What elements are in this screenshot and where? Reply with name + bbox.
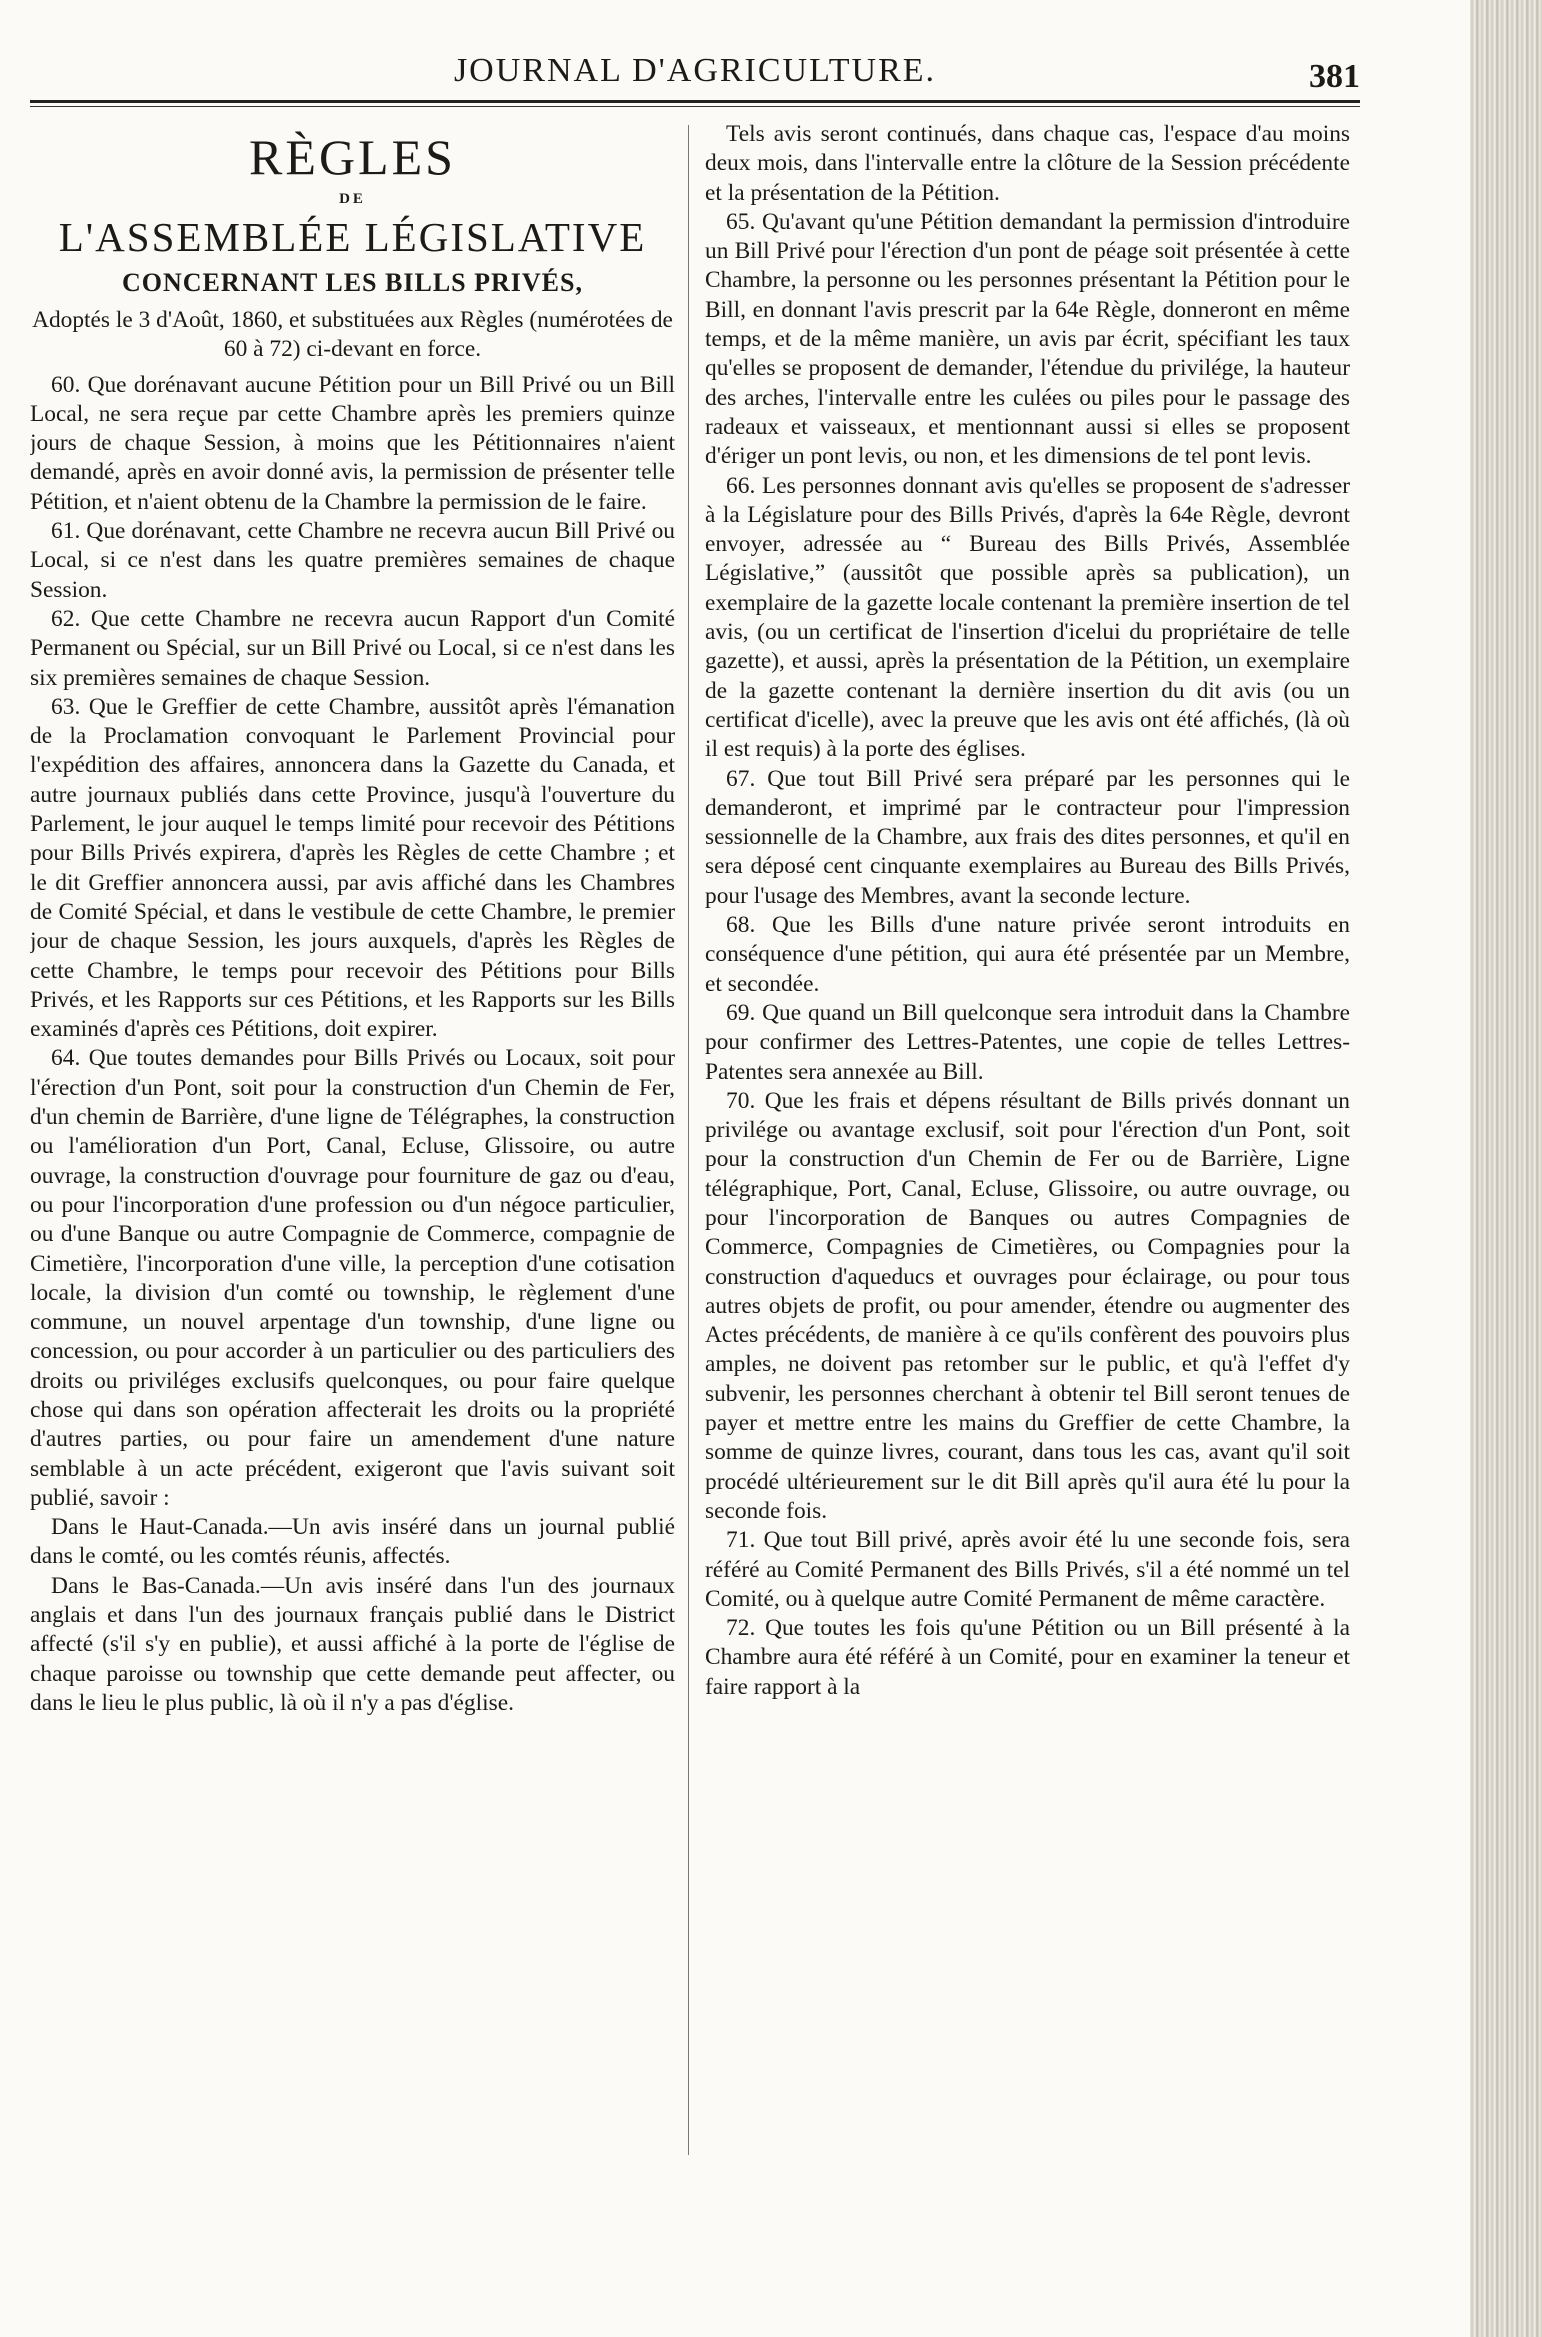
rule-60: 60. Que dorénavant aucune Pétition pour un Bill Privé ou un Bill Local, ne sera reçue par cette Chambre après les premiers quinze jours de chaque Session, à moins que les Pétitionnaires n'aient demandé, après en avoir donné avis, la permission de présenter telle Pétition, et n'aient obtenu de la Chambre la permission de le faire. (30, 371, 675, 515)
haut-canada-notice: Dans le Haut-Canada.—Un avis inséré dans un journal publié dans le comté, ou les comtés réunis, affectés. (30, 1514, 675, 1570)
column-divider (688, 125, 689, 2155)
page-edge-scan-artifact (1470, 0, 1542, 2337)
title-assemblee: L'ASSEMBLÉE LÉGISLATIVE (58, 214, 647, 260)
header-rule (30, 100, 1360, 103)
page-number: 381 (1309, 58, 1360, 95)
right-column (705, 120, 1350, 2290)
title-regles: RÈGLES (249, 129, 456, 185)
bas-canada-notice: Dans le Bas-Canada.—Un avis inséré dans l'un des journaux anglais et dans l'un des journaux français publié dans le District affecté (s'il s'y en publie), et aussi affiché à la porte de l'église de chaque paroisse ou township que cette demande peut affecter, ou dans le lieu le plus public, là où il n'y a pas d'église. (30, 1572, 675, 1716)
adoption-note: Adoptés le 3 d'Août, 1860, et substituées aux Règles (numérotées de 60 à 72) ci-devant en force. (32, 307, 673, 363)
rule-62: 62. Que cette Chambre ne recevra aucun Rapport d'un Comité Permanent ou Spécial, sur un Bill Privé ou Local, si ce n'est dans les six premières semaines de chaque Session. (30, 605, 675, 691)
rule-65: 65. Qu'avant qu'une Pétition demandant la permission d'introduire un Bill Privé pour l'érection d'un pont de péage soit présentée à cette Chambre, la personne ou les personnes présentant la Pétition pour le Bill, en donnant l'avis prescrit par la 64e Règle, donneront en même temps, et de la même manière, un avis par écrit, spécifiant les taux qu'elles se proposent de demander, l'étendue du privilége, la hauteur des arches, l'intervalle entre les culées ou piles pour le passage des radeaux et vaisseaux, et mentionnant aussi si elles se proposent d'ériger un pont levis, ou non, et les dimensions de tel pont levis. (705, 208, 1350, 470)
title-concernant: CONCERNANT LES BILLS PRIVÉS, (122, 268, 583, 297)
rule-67: 67. Que tout Bill Privé sera préparé par les personnes qui le demanderont, et imprimé par le contracteur pour l'impression sessionnelle de la Chambre, aux frais des dites personnes, et qu'il en sera déposé cent cinquante exemplaires au Bureau des Bills Privés, pour l'usage des Membres, avant la seconde lecture. (705, 765, 1350, 909)
rule-71: 71. Que tout Bill privé, après avoir été lu une seconde fois, sera référé au Comité Permanent des Bills Privés, s'il a été nommé un tel Comité, ou à quelque autre Comité Permanent de même caractère. (705, 1527, 1350, 1612)
rule-72: 72. Que toutes les fois qu'une Pétition ou un Bill présenté à la Chambre aura été référé à un Comité, pour en examiner la teneur et faire rapport à la (705, 1615, 1350, 1700)
notice-continuation: Tels avis seront continués, dans chaque cas, l'espace d'au moins deux mois, dans l'intervalle entre la clôture de la Session précédente et la présentation de la Pétition. (705, 121, 1350, 206)
header-rule-thin (30, 106, 1360, 107)
page-header (30, 52, 1360, 102)
rule-66: 66. Les personnes donnant avis qu'elles se proposent de s'adresser à la Législature pour des Bills Privés, d'après la 64e Règle, devront envoyer, adressée au “ Bureau des Bills Privés, Assemblée Législative,” (aussitôt que possible après sa publication), un exemplaire de la gazette locale contenant la première insertion de tel avis, (ou un certificat de l'insertion d'icelui du propriétaire de telle gazette), et aussi, après la présentation de la Pétition, un exemplaire de la gazette contenant la dernière insertion du dit avis (ou un certificat d'icelle), avec la preuve que les avis ont été affichés, (là où il est requis) à la porte des églises. (705, 472, 1350, 763)
title-de: DE (339, 191, 366, 207)
rule-63: 63. Que le Greffier de cette Chambre, aussitôt après l'émanation de la Proclamation convoquant le Parlement Provincial pour l'expédition des affaires, annoncera dans la Gazette du Canada, et autre journaux publiés dans cette Province, jusqu'à l'ouverture du Parlement, le jour auquel le temps limité pour recevoir des Pétitions pour Bills Privés expirera, d'après les Règles de cette Chambre ; et le dit Greffier annoncera aussi, par avis affiché dans les Chambres de Comité Spécial, et dans le vestibule de cette Chambre, le premier jour de chaque Session, les jours auxquels, d'après les Règles de cette Chambre, le temps pour recevoir des Pétitions pour Bills Privés, et les Rapports sur ces Pétitions, et les Rapports sur les Bills examinés d'après ces Pétitions, doit expirer. (30, 693, 675, 1043)
rule-68: 68. Que les Bills d'une nature privée seront introduits en conséquence d'une pétition, qui aura été présentée par un Membre, et secondée. (705, 912, 1350, 997)
rule-70: 70. Que les frais et dépens résultant de Bills privés donnant un privilége ou avantage exclusif, soit pour l'érection d'un Pont, soit pour la construction d'un Chemin de Fer ou de Barrière, Ligne télégraphique, Port, Canal, Ecluse, Glissoire, ou autre ouvrage, ou pour l'incorporation de Banques ou autres Compagnies de Commerce, Compagnies de Cimetières, ou Compagnies pour la construction d'aqueducs et ouvrages pour éclairage, ou pour tous autres objets de profit, ou pour amender, étendre ou augmenter des Actes précédents, de manière à ce qu'ils confèrent des pouvoirs plus amples, ne doivent pas retomber sur le public, et qu'à l'effet d'y subvenir, les personnes cherchant à obtenir tel Bill seront tenues de payer et mettre entre les mains du Greffier de cette Chambre, la somme de quinze livres, courant, dans tous les cas, avant qu'il soit procédé ultérieurement sur le dit Bill après qu'il aura été lu pour la seconde fois. (705, 1087, 1350, 1524)
running-head: JOURNAL D'AGRICULTURE. (453, 52, 937, 89)
rule-64: 64. Que toutes demandes pour Bills Privés ou Locaux, soit pour l'érection d'un Pont, soit pour la construction d'un Chemin de Fer, d'un chemin de Barrière, d'une ligne de Télégraphes, la construction ou l'amélioration d'un Port, Canal, Ecluse, Glissoire, ou autre ouvrage, la construction d'ouvrage pour fourniture de gaz ou d'eau, ou pour l'incorporation d'une profession ou d'un négoce particulier, ou d'une Banque ou autre Compagnie de Commerce, compagnie de Cimetière, l'incorporation d'une ville, la perception d'une cotisation locale, la division d'un comté ou township, le règlement d'une commune, un nouvel arpentage d'un township, d'une ligne ou concession, ou pour accorder à un particulier ou des particuliers des droits ou priviléges exclusifs quelconques, ou pour faire quelque chose qui dans son opération affecterait les droits ou la propriété d'autres parties, ou pour faire un amendement d'une nature semblable à un acte précédent, exigeront que l'avis suivant soit publié, savoir : (30, 1045, 675, 1511)
rule-69: 69. Que quand un Bill quelconque sera introduit dans la Chambre pour confirmer des Lettres-Patentes, une copie de telles Lettres-Patentes sera annexée au Bill. (705, 999, 1350, 1085)
rule-61: 61. Que dorénavant, cette Chambre ne recevra aucun Bill Privé ou Local, si ce n'est dans les quatre premières semaines de chaque Session. (30, 518, 675, 603)
left-column (30, 120, 675, 2290)
